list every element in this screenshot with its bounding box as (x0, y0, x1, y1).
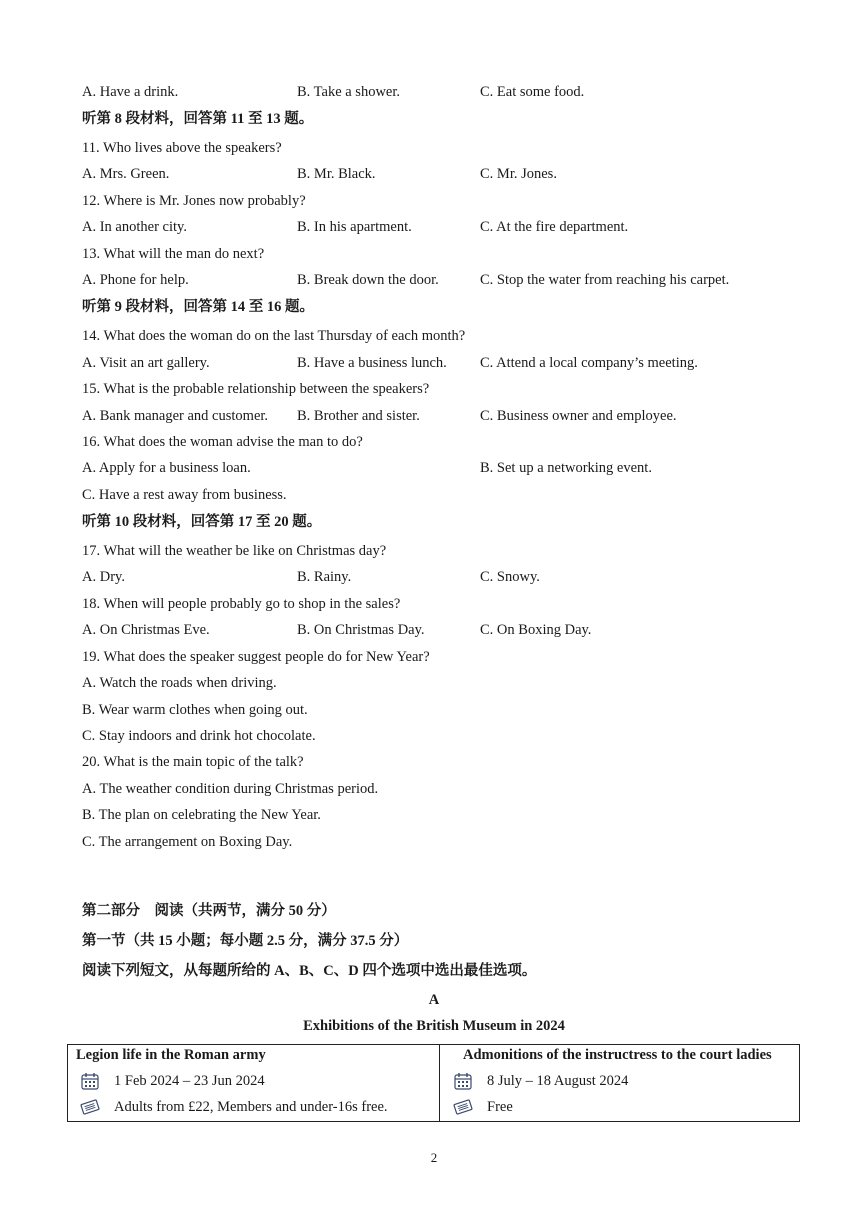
exhibition-1-title: Legion life in the Roman army (76, 1047, 266, 1063)
q13-option-c: C. Stop the water from reaching his carpet. (480, 272, 730, 288)
q14-option-c: C. Attend a local company’s meeting. (480, 355, 698, 371)
q19-question: 19. What does the speaker suggest people do for New Year? (82, 649, 430, 665)
q20-option-b: B. The plan on celebrating the New Year. (82, 807, 321, 823)
q20-option-a: A. The weather condition during Christmas period. (82, 781, 379, 797)
q14-question: 14. What does the woman do on the last Thursday of each month? (82, 328, 466, 344)
page-number: 2 (430, 1150, 438, 1165)
q14-option-b: B. Have a business lunch. (297, 355, 447, 371)
q16-option-b: B. Set up a networking event. (480, 460, 652, 476)
q17-option-a: A. Dry. (82, 569, 125, 585)
q12-option-c: C. At the fire department. (480, 219, 629, 235)
q19-option-a: A. Watch the roads when driving. (82, 675, 277, 691)
section10-header: 听第 10 段材料，回答第 17 至 20 题。 (82, 514, 322, 530)
q17-option-b: B. Rainy. (297, 569, 352, 585)
ticket-icon (80, 1098, 100, 1116)
passage-letter: A (428, 992, 440, 1008)
q13-question: 13. What will the man do next? (82, 246, 265, 262)
q17-option-c: C. Snowy. (480, 569, 540, 585)
q12-question: 12. Where is Mr. Jones now probably? (82, 193, 306, 209)
q15-option-a: A. Bank manager and customer. (82, 408, 269, 424)
q10-option-a: A. Have a drink. (82, 84, 179, 100)
q16-option-c: C. Have a rest away from business. (82, 487, 287, 503)
q18-question: 18. When will people probably go to shop in the sales? (82, 596, 401, 612)
q20-question: 20. What is the main topic of the talk? (82, 754, 304, 770)
q18-option-a: A. On Christmas Eve. (82, 622, 210, 638)
section9-header: 听第 9 段材料，回答第 14 至 16 题。 (82, 299, 314, 315)
q17-question: 17. What will the weather be like on Christmas day? (82, 543, 387, 559)
q16-option-a: A. Apply for a business loan. (82, 460, 251, 476)
q16-question: 16. What does the woman advise the man to do? (82, 434, 363, 450)
exhibition-2-dates: 8 July – 18 August 2024 (487, 1073, 629, 1089)
table-divider (439, 1045, 440, 1121)
calendar-icon (453, 1072, 473, 1090)
q15-option-c: C. Business owner and employee. (480, 408, 677, 424)
q10-option-c: C. Eat some food. (480, 84, 585, 100)
q13-option-b: B. Break down the door. (297, 272, 439, 288)
q19-option-c: C. Stay indoors and drink hot chocolate. (82, 728, 316, 744)
reading-instructions: 阅读下列短文，从每题所给的 A、B、C、D 四个选项中选出最佳选项。 (82, 963, 537, 979)
q11-option-a: A. Mrs. Green. (82, 166, 170, 182)
q15-question: 15. What is the probable relationship between the speakers? (82, 381, 430, 397)
q12-option-a: A. In another city. (82, 219, 187, 235)
exhibition-2-price-row (453, 1098, 513, 1116)
exhibition-1-dates-row (80, 1072, 265, 1090)
exhibition-2-price: Free (487, 1099, 513, 1115)
q11-option-b: B. Mr. Black. (297, 166, 376, 182)
exhibition-2-dates-row (453, 1072, 628, 1090)
q19-option-b: B. Wear warm clothes when going out. (82, 702, 308, 718)
q20-option-c: C. The arrangement on Boxing Day. (82, 834, 293, 850)
exhibitions-table (67, 1044, 800, 1122)
part2-header: 第二部分 阅读（共两节，满分 50 分） (82, 903, 336, 919)
q12-option-b: B. In his apartment. (297, 219, 412, 235)
q11-option-c: C. Mr. Jones. (480, 166, 557, 182)
q15-option-b: B. Brother and sister. (297, 408, 420, 424)
q14-option-a: A. Visit an art gallery. (82, 355, 210, 371)
ticket-icon (453, 1098, 473, 1116)
exhibition-1-price: Adults from £22, Members and under-16s free. (114, 1099, 388, 1115)
passage-title: Exhibitions of the British Museum in 2024 (303, 1018, 565, 1034)
q13-option-a: A. Phone for help. (82, 272, 189, 288)
exhibition-2-title: Admonitions of the instructress to the court ladies (463, 1047, 772, 1063)
exhibition-1-price-row (80, 1098, 388, 1116)
q10-option-b: B. Take a shower. (297, 84, 401, 100)
section1-header: 第一节（共 15 小题；每小题 2.5 分，满分 37.5 分） (82, 933, 409, 949)
q18-option-b: B. On Christmas Day. (297, 622, 425, 638)
q18-option-c: C. On Boxing Day. (480, 622, 592, 638)
calendar-icon (80, 1072, 100, 1090)
section8-header: 听第 8 段材料，回答第 11 至 13 题。 (82, 111, 314, 127)
exhibition-1-dates: 1 Feb 2024 – 23 Jun 2024 (114, 1073, 265, 1089)
q11-question: 11. Who lives above the speakers? (82, 140, 282, 156)
